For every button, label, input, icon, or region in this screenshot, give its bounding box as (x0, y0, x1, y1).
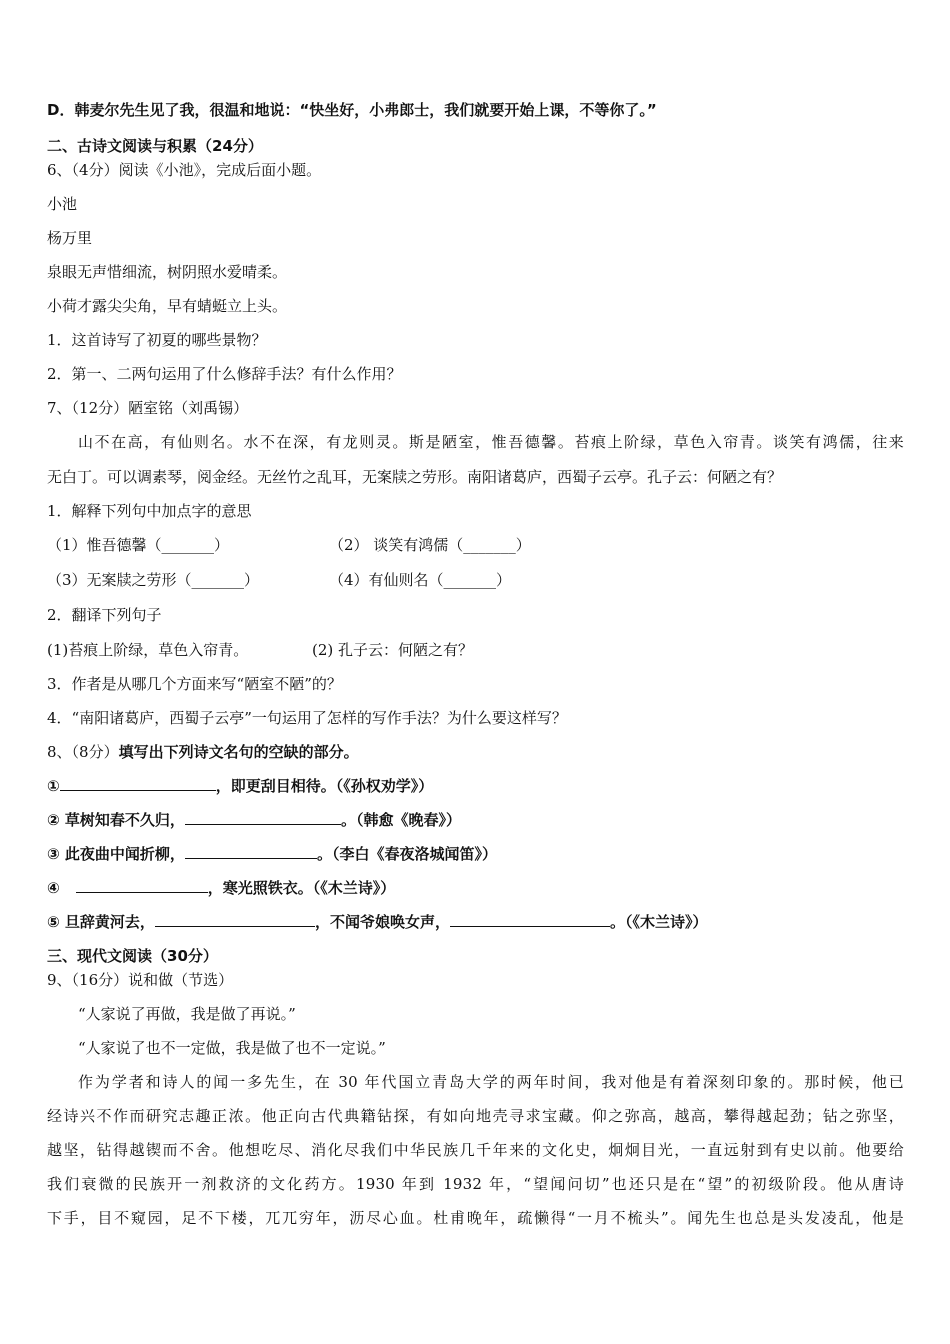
section-three-heading: 三、现代文阅读（30分） (47, 947, 218, 965)
fill-item-2-source: 。（韩愈《晚春》） (340, 811, 461, 829)
fill-item-1-marker: ① (47, 777, 60, 795)
fill-item-3-text: ③ 此夜曲中闻折柳， (47, 845, 185, 863)
fill-item-4 (47, 878, 395, 898)
fill-item-4-text: ，寒光照铁衣。（《木兰诗》） (207, 879, 396, 897)
question-6-title: 6、（4分）阅读《小池》，完成后面小题。 (47, 161, 322, 179)
poem-line-1: 泉眼无声惜细流，树阴照水爱晴柔。 (47, 263, 288, 281)
item-7-2-1: (1)苔痕上阶绿，草色入帘青。 (47, 641, 249, 659)
fill-item-2 (47, 810, 461, 830)
blank-line (60, 776, 216, 791)
question-8-title (47, 742, 359, 762)
question-8-prompt: 填写出下列诗文名句的空缺的部分。 (118, 743, 359, 761)
blank-line (185, 844, 317, 859)
question-6-2: 2．第一、二两句运用了什么修辞手法？有什么作用？ (47, 365, 402, 383)
essay-line-4: 我们衰微的民族开一剂救济的文化药方。1930 年到 1932 年，“望闻问切”也还只是在“望”的初级阶段。他从唐诗 (47, 1175, 904, 1193)
quote-2: “人家说了也不一定做，我是做了也不一定说。” (78, 1039, 386, 1057)
item-7-2-2: (2) 孔子云：何陋之有？ (312, 641, 474, 659)
section-two-heading: 二、古诗文阅读与积累（24分） (47, 137, 263, 155)
question-7-3: 3．作者是从哪几个方面来写“陋室不陋”的？ (47, 675, 342, 693)
fill-item-5-mid: ，不闻爷娘唤女声， (314, 913, 450, 931)
fill-item-1-text: ，即更刮目相待。（《孙权劝学》） (215, 777, 434, 795)
passage-line-1: 山不在高，有仙则名。水不在深，有龙则灵。斯是陋室，惟吾德馨。苔痕上阶绿，草色入帘青。谈笑有鸿儒，往来 (78, 433, 904, 451)
question-7-2: 2．翻译下列句子 (47, 606, 162, 624)
question-9-title: 9、（16分）说和做（节选） (47, 971, 234, 989)
essay-line-1: 作为学者和诗人的闻一多先生，在 30 年代国立青岛大学的两年时间，我对他是有着深刻印象的。那时候，他已 (78, 1073, 904, 1091)
poem-line-2: 小荷才露尖尖角，早有蜻蜓立上头。 (47, 297, 288, 315)
fill-item-3-source: 。（李白《春夜洛城闻笛》） (316, 845, 497, 863)
poem-title: 小池 (47, 195, 78, 213)
essay-line-2: 经诗兴不作而研究志趣正浓。他正向古代典籍钻探，有如向地壳寻求宝藏。仰之弥高，越高，攀得越起劲；钻之弥坚， (47, 1107, 904, 1125)
passage-line-2: 无白丁。可以调素琴，阅金经。无丝竹之乱耳，无案牍之劳形。南阳诸葛庐，西蜀子云亭。孔子云：何陋之有？ (47, 468, 783, 486)
item-7-1-3: （3）无案牍之劳形（_______） (47, 571, 260, 589)
quote-1: “人家说了再做，我是做了再说。” (78, 1005, 296, 1023)
question-7-title: 7、（12分）陋室铭（刘禹锡） (47, 399, 249, 417)
fill-item-2-text: ② 草树知春不久归， (47, 811, 185, 829)
question-6-1: 1．这首诗写了初夏的哪些景物？ (47, 331, 267, 349)
blank-line (185, 810, 341, 825)
blank-line (155, 912, 315, 927)
fill-item-5-source: 。（《木兰诗》） (609, 913, 708, 931)
fill-item-4-marker: ④ (47, 879, 60, 897)
poem-author: 杨万里 (47, 229, 93, 247)
item-7-1-1: （1）惟吾德馨（_______） (47, 536, 230, 554)
question-8-score: 8、（8分） (47, 743, 119, 761)
option-d-line: D．韩麦尔先生见了我，很温和地说：“快坐好，小弗郎士，我们就要开始上课，不等你了。” (47, 101, 657, 119)
question-7-1: 1．解释下列句中加点字的意思 (47, 502, 252, 520)
fill-item-5-text: ⑤ 旦辞黄河去， (47, 913, 155, 931)
essay-line-3: 越坚，钻得越锲而不舍。他想吃尽、消化尽我们中华民族几千年来的文化史，炯炯目光，一直远射到有史以前。他要给 (47, 1141, 904, 1159)
item-7-1-4: （4）有仙则名（_______） (329, 571, 512, 589)
item-7-1-2: （2） 谈笑有鸿儒（_______） (329, 536, 531, 554)
fill-item-5 (47, 912, 707, 932)
blank-line (76, 878, 208, 893)
fill-item-1 (47, 776, 433, 796)
essay-line-5: 下手，目不窥园，足不下楼，兀兀穷年，沥尽心血。杜甫晚年，疏懒得“一月不梳头”。闻先生也总是头发凌乱，他是 (47, 1209, 904, 1227)
fill-item-3 (47, 844, 497, 864)
question-7-4: 4．“南阳诸葛庐，西蜀子云亭”一句运用了怎样的写作手法？为什么要这样写？ (47, 709, 567, 727)
blank-line (450, 912, 610, 927)
